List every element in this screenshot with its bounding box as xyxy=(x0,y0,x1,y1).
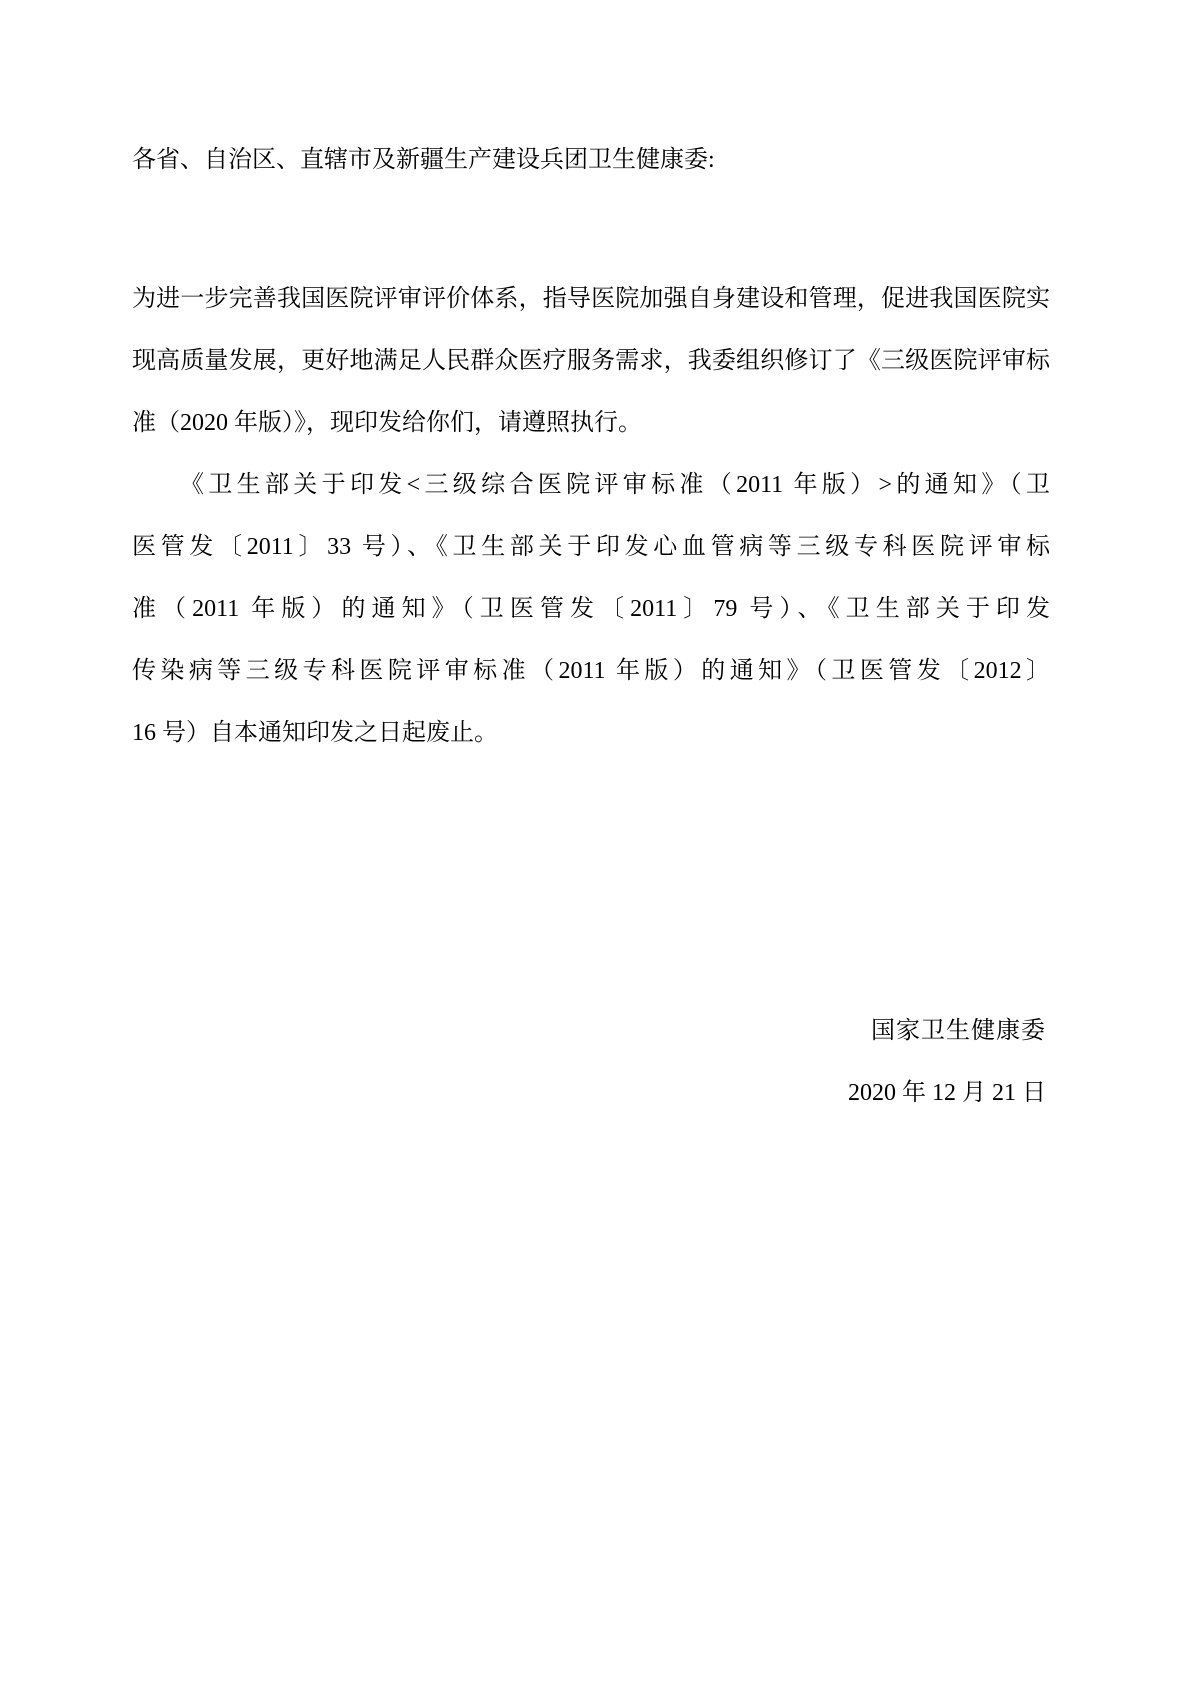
body-line: 准（2011 年版）的通知》（卫医管发〔2011〕79 号）、《卫生部关于印发 xyxy=(132,596,1050,622)
paragraph-intro xyxy=(132,268,1050,454)
signature-issuer: 国家卫生健康委 xyxy=(871,1018,1046,1044)
signature-block xyxy=(132,1000,1050,1124)
document-body xyxy=(132,0,1050,1124)
body-line: 准（2020 年版）》，现印发给你们，请遵照执行。 xyxy=(132,410,642,436)
body-line: 医管发〔2011〕33 号）、《卫生部关于印发心血管病等三级专科医院评审标 xyxy=(132,534,1050,560)
paragraph-repeal xyxy=(132,454,1050,764)
body-line: 现高质量发展，更好地满足人民群众医疗服务需求，我委组织修订了《三级医院评审标 xyxy=(132,348,1050,374)
body-line: 16 号）自本通知印发之日起废止。 xyxy=(132,720,498,746)
body-line: 《卫生部关于印发<三级综合医院评审标准（2011 年版）>的通知》（卫 xyxy=(180,472,1050,498)
signature-date: 2020 年 12 月 21 日 xyxy=(848,1080,1046,1106)
body-line: 传染病等三级专科医院评审标准（2011 年版）的通知》（卫医管发〔2012〕 xyxy=(132,658,1050,684)
salutation-line: 各省、自治区、直辖市及新疆生产建设兵团卫生健康委: xyxy=(132,147,715,173)
body-line: 为进一步完善我国医院评审评价体系，指导医院加强自身建设和管理，促进我国医院实 xyxy=(132,286,1050,312)
